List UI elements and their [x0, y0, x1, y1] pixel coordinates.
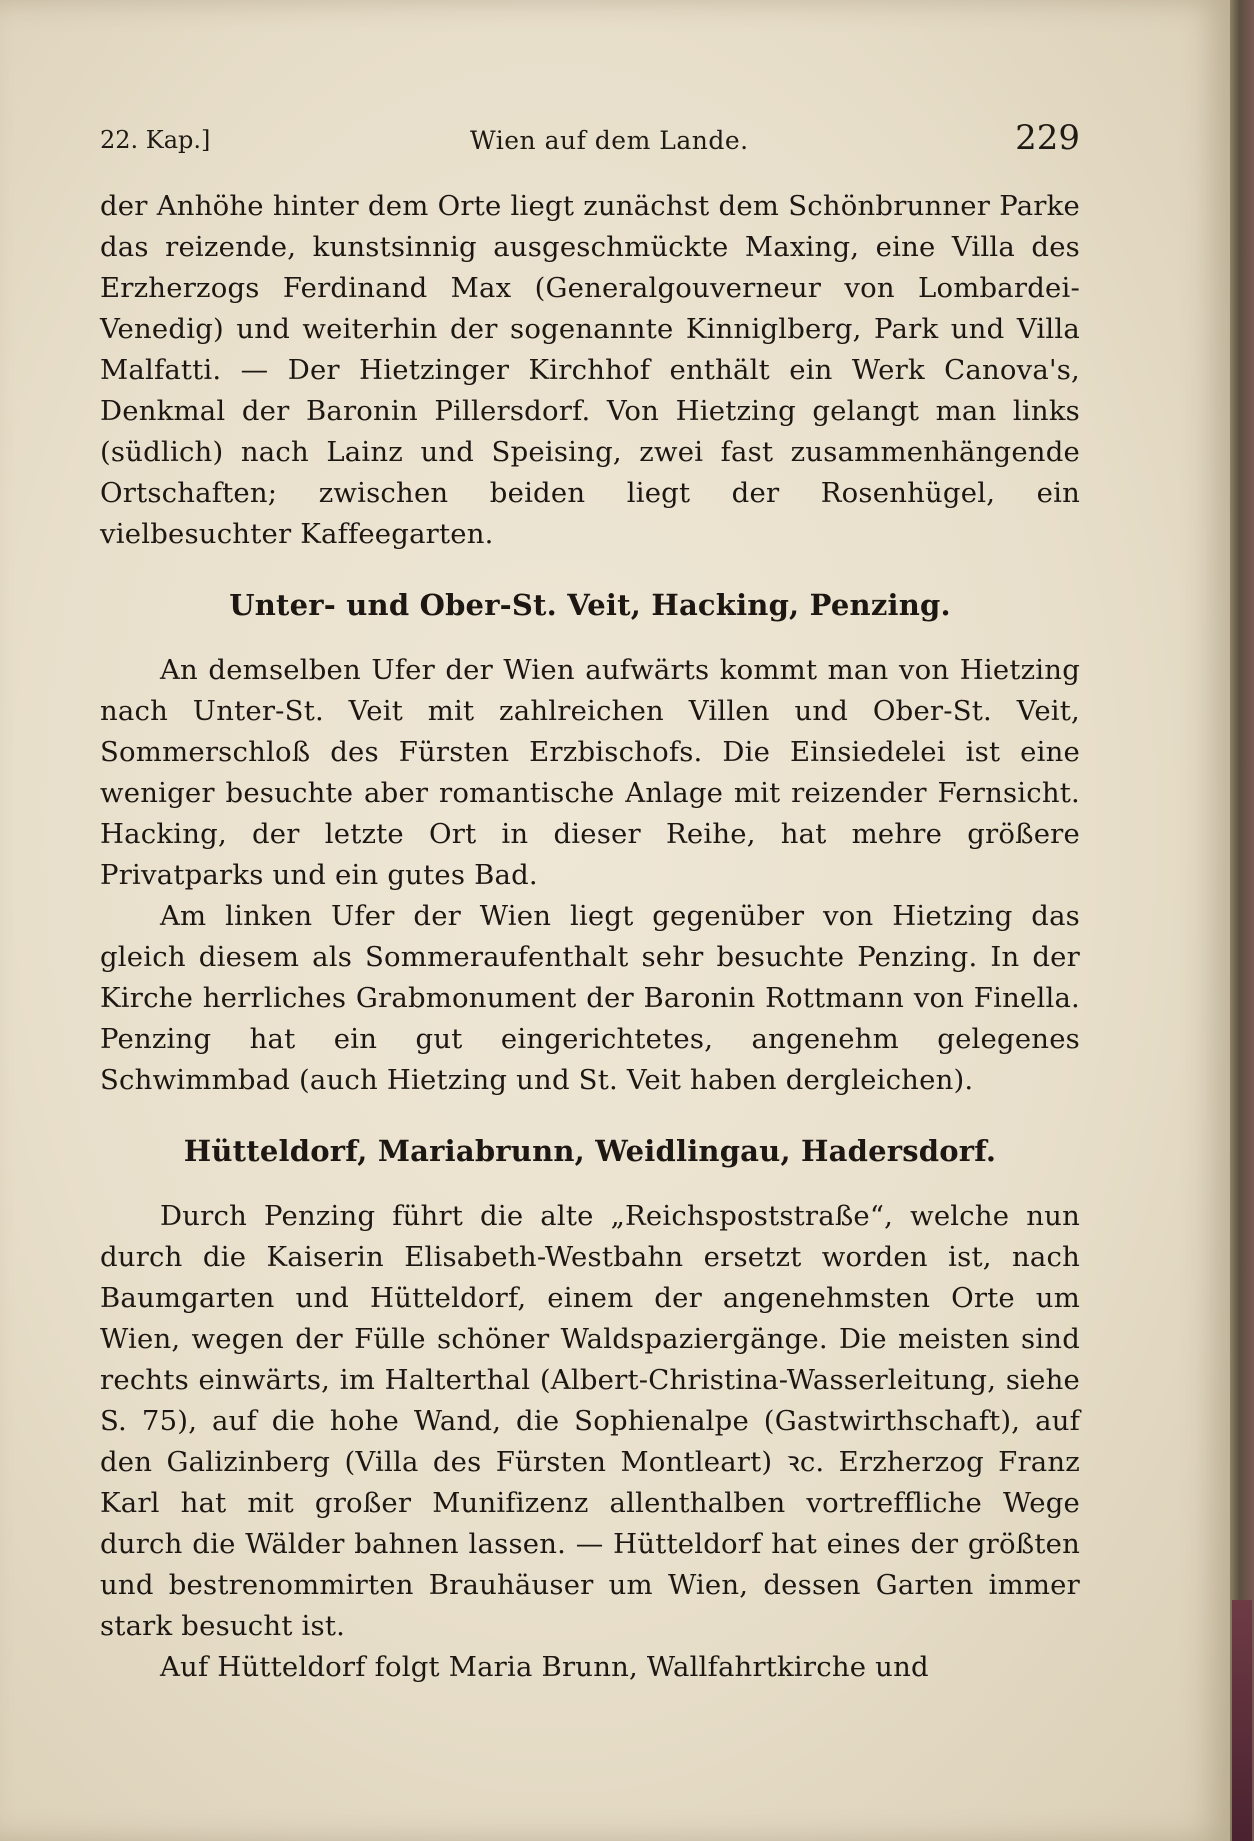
page-fore-edge: [1230, 0, 1254, 1841]
body-text: [100, 186, 1080, 1688]
chapter-label: 22. Kap.]: [100, 126, 211, 154]
paragraph-hietzing: der Anhöhe hinter dem Orte liegt zunächst dem Schönbrunner Parke das reizende, kunstsinnig ausgeschmückte Maxing, eine Villa des Erzherzogs Ferdinand Max (Generalgouverneur von Lombardei-Venedig) und weiterhin der sogenannte Kinniglberg, Park und Villa Malfatti. — Der Hietzinger Kirchhof enthält ein Werk Canova's, Denkmal der Baronin Pillersdorf. Von Hietzing gelangt man links (südlich) nach Lainz und Speising, zwei fast zusammenhängende Ortschaften; zwischen beiden liegt der Rosenhügel, ein vielbesuchter Kaffeegarten.: [100, 190, 1080, 550]
paragraph-maria-brunn: Auf Hütteldorf folgt Maria Brunn, Wallfahrtkirche und: [160, 1651, 929, 1683]
binding-strip: [1232, 1600, 1252, 1841]
running-title: Wien auf dem Lande.: [470, 126, 749, 155]
paragraph-huetteldorf: Durch Penzing führt die alte „Reichspoststraße“, welche nun durch die Kaiserin Elisabeth-Westbahn ersetzt worden ist, nach Baumgarten und Hütteldorf, einem der angenehmsten Orte um Wien, wegen der Fülle schöner Waldspaziergänge. Die meisten sind rechts einwärts, im Halterthal (Albert-Christina-Wasserleitung, siehe S. 75), auf die hohe Wand, die Sophienalpe (Gastwirthschaft), auf den Galizinberg (Villa des Fürsten Montleart) ꝛc. Erzherzog Franz Karl hat mit großer Munifizenz allenthalben vortreffliche Wege durch die Wälder bahnen lassen. — Hütteldorf hat eines der größten und bestrenommirten Brauhäuser um Wien, dessen Garten immer stark besucht ist.: [100, 1200, 1080, 1642]
section-heading-st-veit: Unter- und Ober-St. Veit, Hacking, Penzing.: [229, 588, 951, 622]
paragraph-penzing: Am linken Ufer der Wien liegt gegenüber von Hietzing das gleich diesem als Sommeraufenthalt sehr besuchte Penzing. In der Kirche herrliches Grabmonument der Baronin Rottmann von Finella. Penzing hat ein gut eingerichtetes, angenehm gelegenes Schwimmbad (auch Hietzing und St. Veit haben dergleichen).: [100, 900, 1080, 1096]
paragraph-st-veit: An demselben Ufer der Wien aufwärts kommt man von Hietzing nach Unter-St. Veit mit zahlreichen Villen und Ober-St. Veit, Sommerschloß des Fürsten Erzbischofs. Die Einsiedelei ist eine weniger besuchte aber romantische Anlage mit reizender Fernsicht. Hacking, der letzte Ort in dieser Reihe, hat mehre größere Privatparks und ein gutes Bad.: [100, 654, 1080, 891]
page-number: 229: [1015, 118, 1080, 158]
running-head: [100, 118, 1080, 168]
section-heading-huetteldorf: Hütteldorf, Mariabrunn, Weidlingau, Hadersdorf.: [183, 1134, 997, 1168]
